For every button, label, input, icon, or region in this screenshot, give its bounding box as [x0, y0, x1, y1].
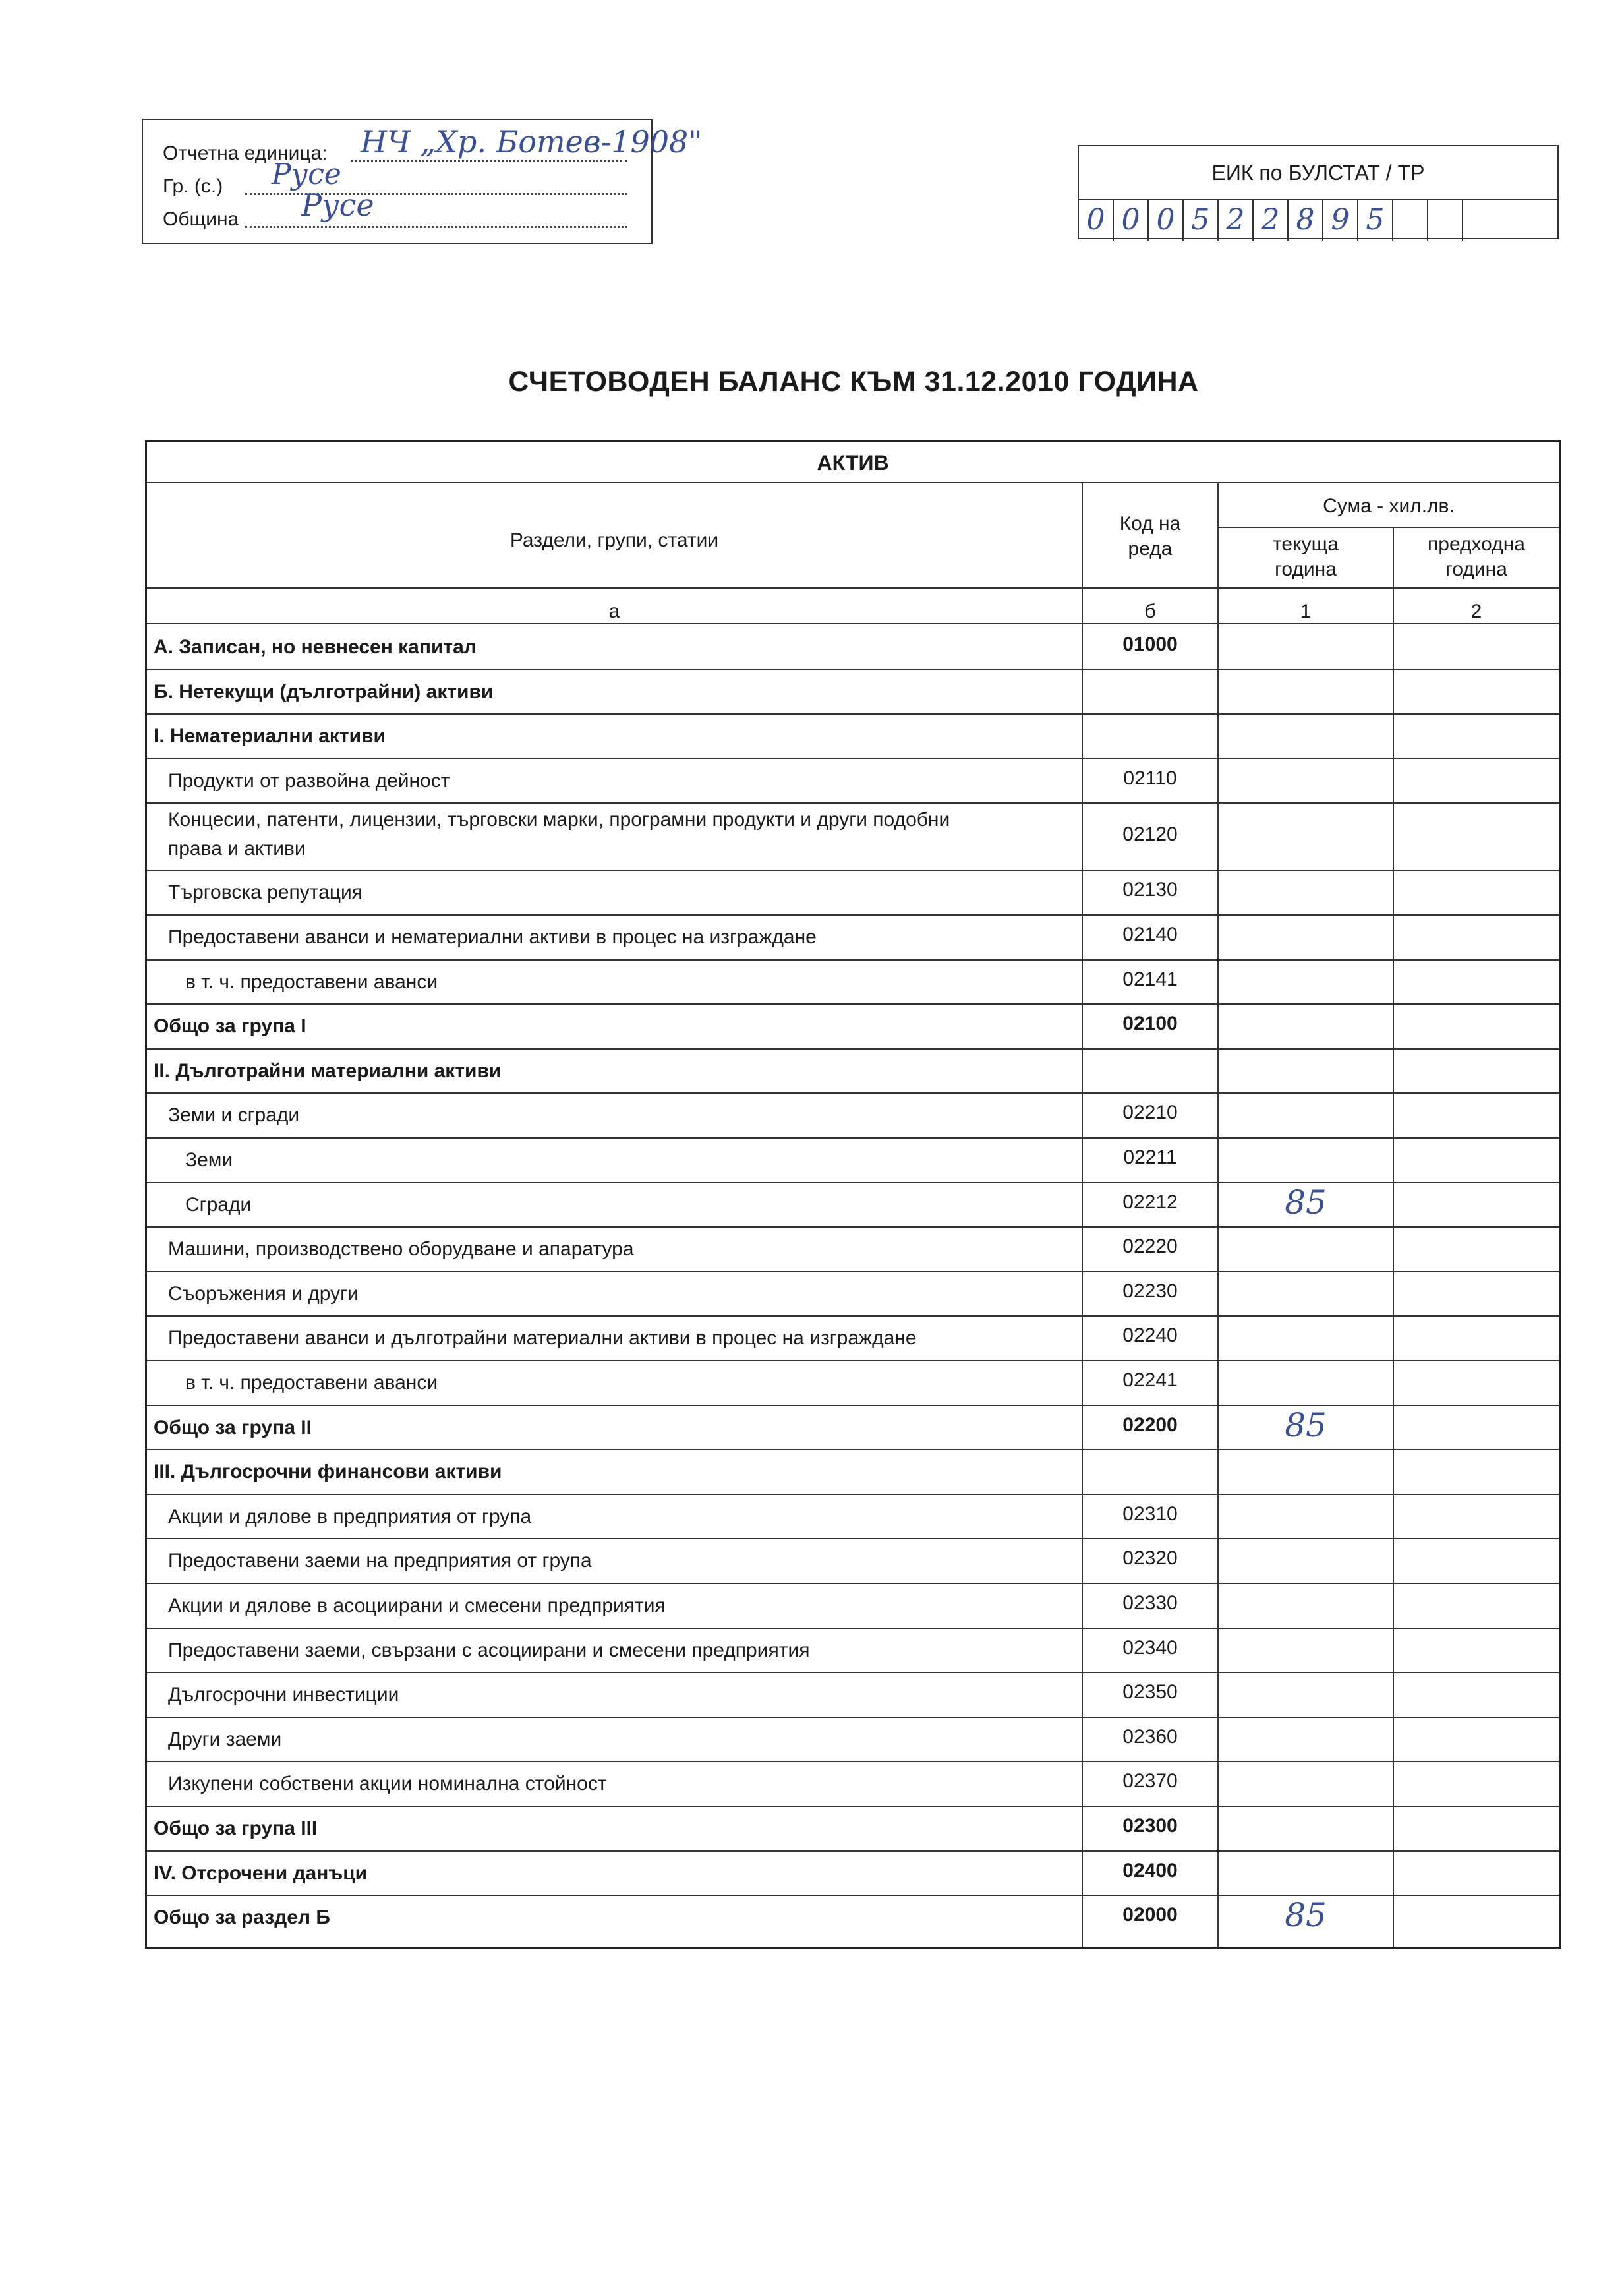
- row-code: 02000: [1122, 1904, 1178, 1926]
- row-current-year-value: 85: [1285, 1183, 1327, 1222]
- table-rule: [147, 1717, 1559, 1718]
- row-label: Земи и сгради: [168, 1104, 300, 1127]
- table-rule: [147, 1494, 1559, 1495]
- table-rule: [147, 1092, 1559, 1094]
- col-index-b: б: [1144, 601, 1156, 622]
- municipality-value: Русе: [301, 187, 374, 223]
- eik-digit-cell: 0: [1149, 200, 1184, 241]
- eik-digit-cell: [1428, 200, 1463, 241]
- table-rule: [147, 959, 1559, 961]
- row-label: Предоставени заеми на предприятия от група: [168, 1550, 592, 1572]
- table-rule: [147, 1137, 1559, 1139]
- row-code: 02340: [1122, 1636, 1178, 1659]
- row-current-year-value: 85: [1285, 1896, 1327, 1935]
- table-rule: [147, 1449, 1559, 1450]
- row-code: 02400: [1122, 1859, 1178, 1881]
- eik-digit-cell: 0: [1114, 200, 1149, 241]
- municipality-label: Община: [163, 208, 239, 230]
- col-current-header-2: година: [1275, 558, 1337, 580]
- row-label: Предоставени заеми, свързани с асоциирани и смесени предприятия: [168, 1639, 810, 1661]
- row-label: Общо за група I: [154, 1015, 306, 1038]
- table-rule: [147, 587, 1559, 589]
- row-label: Земи: [185, 1149, 233, 1171]
- row-label: Предоставени аванси и нематериални активи в процес на изграждане: [168, 926, 817, 948]
- row-label: Б. Нетекущи (дълготрайни) активи: [154, 680, 494, 703]
- col-code-header-2: реда: [1128, 538, 1173, 560]
- row-code: 02300: [1122, 1815, 1178, 1837]
- table-rule: [147, 802, 1559, 804]
- row-code: 02130: [1122, 879, 1178, 901]
- col-code-header-1: Код на: [1119, 513, 1181, 535]
- row-label: Предоставени аванси и дълготрайни материални активи в процес на изграждане: [168, 1327, 917, 1349]
- table-rule: [147, 1271, 1559, 1272]
- row-code: 02230: [1122, 1280, 1178, 1302]
- row-label: Машини, производствено оборудване и апаратура: [168, 1238, 634, 1260]
- table-rule: [147, 758, 1559, 759]
- row-label: IV. Отсрочени данъци: [154, 1862, 368, 1884]
- row-code: 02200: [1122, 1413, 1178, 1436]
- table-rule: [147, 1583, 1559, 1584]
- unit-dots: [351, 160, 627, 162]
- eik-title: ЕИК по БУЛСТАТ / ТР: [1079, 146, 1557, 200]
- row-label: Общо за раздел Б: [154, 1907, 330, 1929]
- eik-digit-cell: 2: [1219, 200, 1254, 241]
- row-label: в т. ч. предоставени аванси: [185, 970, 438, 993]
- col-sections-header: Раздели, групи, статии: [509, 529, 719, 551]
- row-code: 02310: [1122, 1502, 1178, 1525]
- table-rule: [147, 623, 1559, 624]
- eik-digit-cell: [1393, 200, 1428, 241]
- table-rule: [147, 870, 1559, 871]
- row-label: в т. ч. предоставени аванси: [185, 1372, 438, 1394]
- table-rule: [147, 1761, 1559, 1762]
- row-code: 02240: [1122, 1324, 1178, 1347]
- col-current-header-1: текуща: [1273, 533, 1339, 555]
- row-code: 02212: [1122, 1191, 1178, 1213]
- city-line: [163, 158, 651, 203]
- row-label: Общо за група III: [154, 1818, 318, 1839]
- eik-digit-cell: [1463, 200, 1557, 241]
- eik-digit-cell: 5: [1184, 200, 1219, 241]
- row-current-year-value: 85: [1285, 1406, 1327, 1444]
- city-value: Русе: [272, 158, 341, 191]
- row-label: Продукти от развойна дейност: [168, 769, 450, 792]
- col-sum-header: Сума - хил.лв.: [1323, 495, 1455, 517]
- row-code: 02141: [1122, 968, 1178, 990]
- table-rule: [147, 1226, 1559, 1228]
- table-rule: [147, 713, 1559, 715]
- row-code: 02211: [1123, 1146, 1177, 1168]
- row-code: 02330: [1122, 1592, 1178, 1614]
- table-rule: [1393, 527, 1394, 1947]
- unit-line: [163, 124, 703, 170]
- table-rule: [147, 1806, 1559, 1807]
- table-rule: [147, 914, 1559, 916]
- row-label: Изкупени собствени акции номинална стойност: [168, 1773, 607, 1795]
- table-rule: [147, 482, 1559, 483]
- reporting-unit-box: [142, 119, 703, 244]
- row-code: 02210: [1122, 1102, 1178, 1124]
- row-label: I. Нематериални активи: [154, 725, 386, 748]
- row-label: Общо за група II: [154, 1416, 312, 1438]
- row-label: Акции и дялове в предприятия от група: [168, 1505, 532, 1527]
- row-label: III. Дългосрочни финансови активи: [154, 1461, 502, 1483]
- eik-digit-cell: 5: [1358, 200, 1393, 241]
- table-rule: [147, 1628, 1559, 1629]
- table-rule: [147, 1315, 1559, 1317]
- table-rule: [1217, 482, 1219, 1947]
- row-label: Акции и дялове в асоциирани и смесени предприятия: [168, 1595, 666, 1616]
- table-rule: [147, 669, 1559, 670]
- unit-value: НЧ „Хр. Ботев-1908": [361, 124, 703, 160]
- table-rule: [147, 1405, 1559, 1406]
- row-code: 01000: [1122, 634, 1178, 655]
- eik-digits: [1079, 200, 1557, 241]
- table-rule: [147, 1360, 1559, 1361]
- row-label: Концесии, патенти, лицензии, търговски марки, програмни продукти и други подобни: [168, 809, 950, 831]
- table-rule: [1082, 482, 1083, 1947]
- row-code: 02370: [1122, 1770, 1178, 1792]
- eik-digit-cell: 0: [1079, 200, 1114, 241]
- row-label: Търговска репутация: [168, 881, 363, 904]
- city-label: Гр. (с.): [163, 175, 223, 197]
- eik-digit-cell: 9: [1323, 200, 1358, 241]
- table-rule: [147, 1538, 1559, 1539]
- col-index-1: 1: [1300, 601, 1312, 622]
- table-rule: [147, 1850, 1559, 1852]
- row-code: 02241: [1122, 1369, 1178, 1391]
- row-code: 02140: [1122, 924, 1178, 945]
- municipality-dots: [245, 226, 627, 228]
- row-label: Съоръжения и други: [168, 1282, 359, 1305]
- row-code: 02120: [1122, 823, 1178, 846]
- row-code: 02360: [1122, 1725, 1178, 1748]
- row-code: 02100: [1122, 1013, 1178, 1035]
- col-index-a: а: [608, 601, 620, 622]
- table-rule: [147, 1672, 1559, 1673]
- row-label: Дългосрочни инвестиции: [168, 1684, 399, 1706]
- eik-box: [1078, 145, 1559, 239]
- row-code: 02350: [1122, 1681, 1178, 1703]
- eik-digit-cell: 2: [1254, 200, 1289, 241]
- page-title: СЧЕТОВОДЕН БАЛАНС КЪМ 31.12.2010 ГОДИНА: [508, 366, 1199, 398]
- row-label: Други заеми: [168, 1728, 282, 1750]
- table-rule: [147, 1003, 1559, 1005]
- col-index-2: 2: [1470, 601, 1482, 622]
- row-code: 02320: [1122, 1547, 1178, 1570]
- row-code: 02110: [1123, 767, 1177, 789]
- table-rule: [147, 1182, 1559, 1183]
- section-header: АКТИВ: [817, 451, 889, 475]
- unit-label: Отчетна единица:: [163, 142, 328, 164]
- row-label: II. Дълготрайни материални активи: [154, 1059, 502, 1082]
- eik-digit-cell: 8: [1289, 200, 1323, 241]
- municipality-line: [163, 187, 651, 236]
- balance-table: [145, 440, 1561, 1949]
- col-previous-header-1: предходна: [1428, 533, 1525, 555]
- table-rule: [147, 1048, 1559, 1050]
- row-label: А. Записан, но невнесен капитал: [154, 636, 477, 658]
- col-previous-header-2: година: [1445, 558, 1507, 580]
- row-label: Сгради: [185, 1193, 252, 1216]
- table-rule: [147, 1895, 1559, 1896]
- row-code: 02220: [1122, 1235, 1178, 1258]
- table-rule: [1217, 527, 1559, 528]
- row-label-continued: права и активи: [168, 838, 306, 860]
